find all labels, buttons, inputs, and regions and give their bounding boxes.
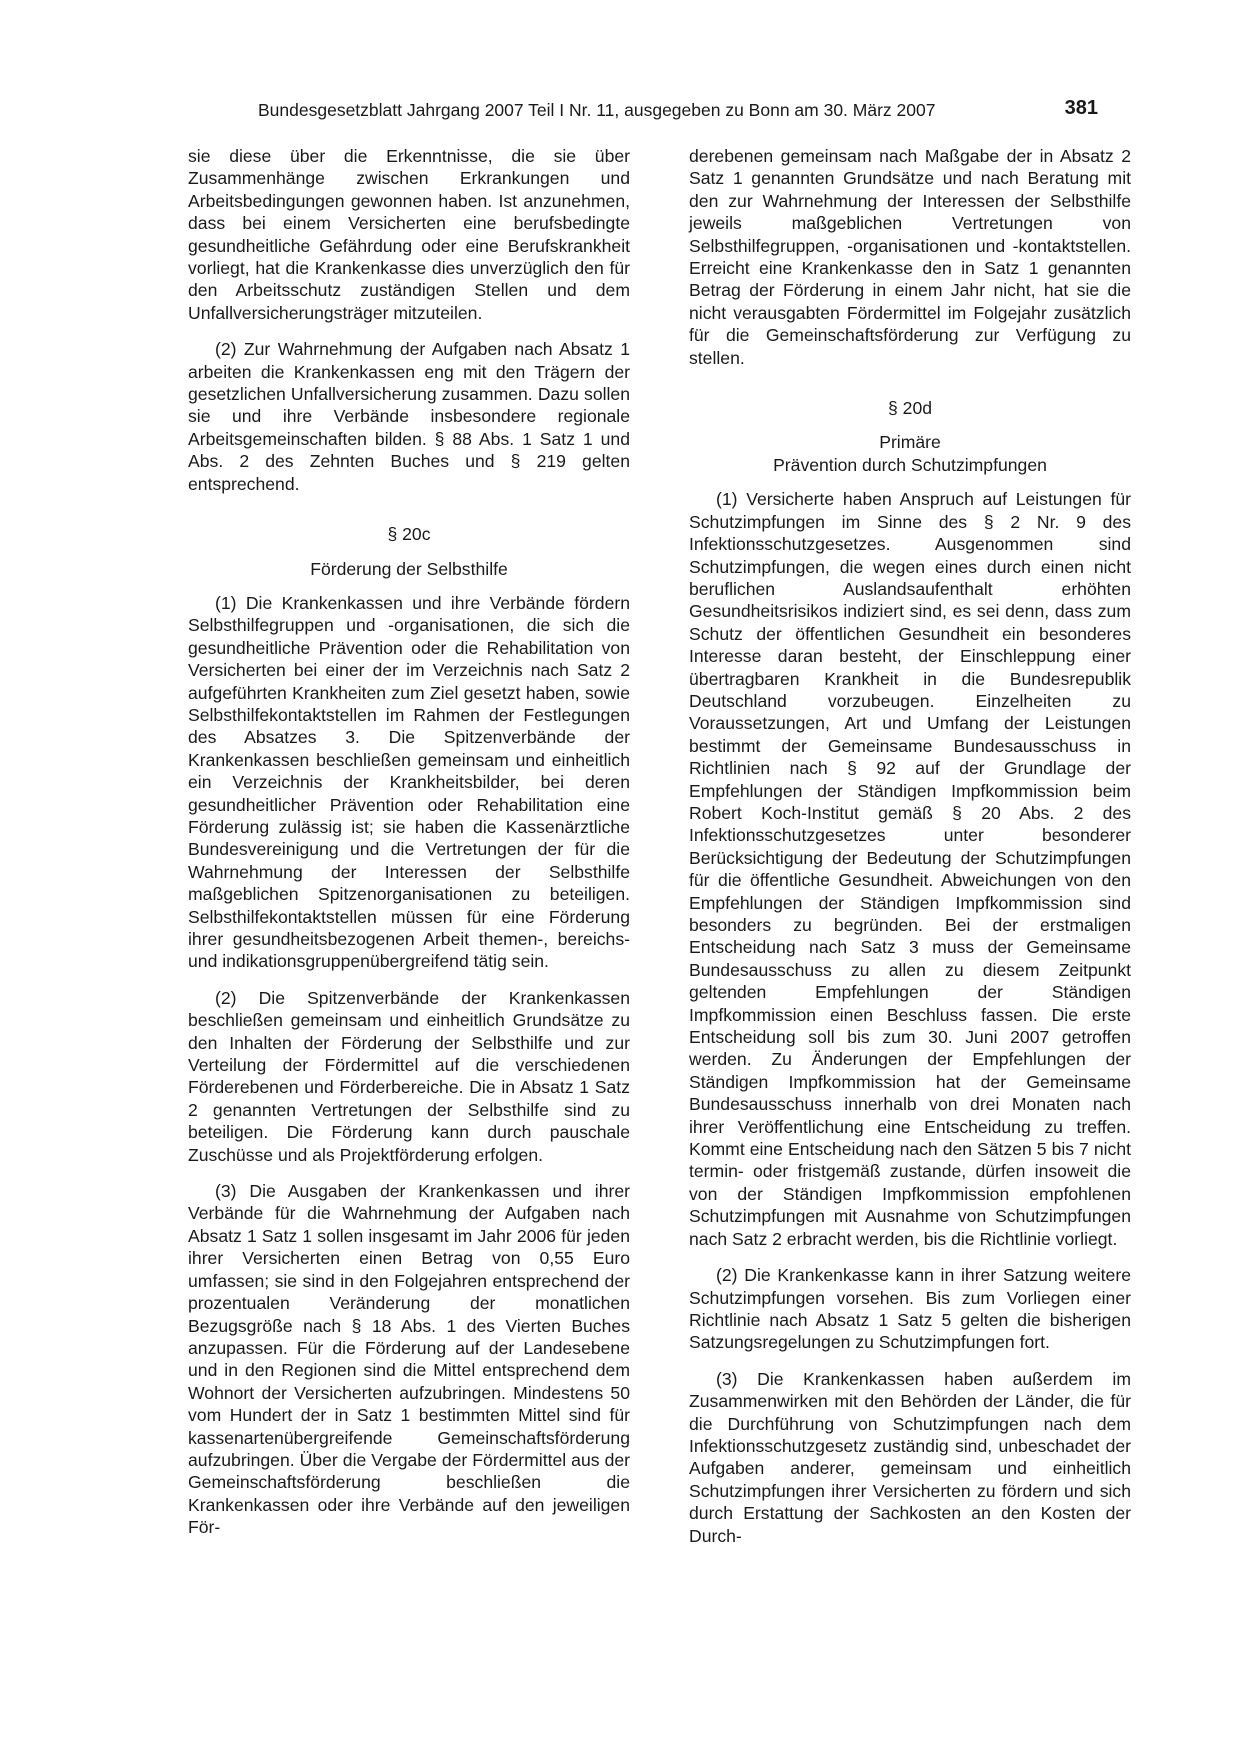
paragraph-continued: derebenen gemeinsam nach Maßgabe der in Absatz 2 Satz 1 genannten Grundsätze und nach Beratung mit den zur Wahrnehmung der Interessen der Selbsthilfe jeweils maßgeblichen Vertretungen von Selbsthilfegruppen, -organisationen und -kontaktstellen. Erreicht eine Krankenkasse den in Satz 1 genannten Betrag der Förderung in einem Jahr nicht, hat sie die nicht verausgabten Fördermittel im Folgejahr zusätzlich für die Gemeinschaftsförderung zur Verfügung zu stellen.	[689, 146, 1131, 368]
right-column	[689, 145, 1131, 1561]
section-number: § 20d	[887, 398, 933, 419]
paragraph-20d-1: (1) Versicherte haben Anspruch auf Leistungen für Schutzimpfungen im Sinne des § 2 Nr. 9 des Infektionsschutzgesetzes. Ausgenommen sind Schutzimpfungen, die wegen eines durch einen nicht beruflichen Auslandsaufenthalt erhöhten Gesundheitsrisikos indiziert sind, es sei denn, dass zum Schutz der öffentlichen Gesundheit ein besonderes Interesse daran besteht, der Einschleppung einer übertragbaren Krankheit in die Bundesrepublik Deutschland vorzubeugen. Einzelheiten zu Voraussetzungen, Art und Umfang der Leistungen bestimmt der Gemeinsame Bundesausschuss in Richtlinien nach § 92 auf der Grundlage der Empfehlungen der Ständigen Impfkommission beim Robert Koch-Institut gemäß § 20 Abs. 2 des Infektionsschutzgesetzes unter besonderer Berücksichtigung der Bedeutung der Schutzimpfungen für die öffentliche Gesundheit. Abweichungen von den Empfehlungen der Ständigen Impfkommission sind besonders zu begründen. Bei der erstmaligen Entscheidung nach Satz 3 muss der Gemeinsame Bundesausschuss zu allen zu diesem Zeitpunkt geltenden Empfehlungen der Ständigen Impfkommission einen Beschluss fassen. Die erste Entscheidung soll bis zum 30. Juni 2007 getroffen werden. Zu Änderungen der Empfehlungen der Ständigen Impfkommission hat der Gemeinsame Bundesausschuss innerhalb von drei Monaten nach ihrer Veröffentlichung eine Entscheidung zu treffen. Kommt eine Entscheidung nach den Sätzen 5 bis 7 nicht termin- oder fristgemäß zustande, dürfen insoweit die von der Ständigen Impfkommission empfohlenen Schutzimpfungen mit Ausnahme von Schutzimpfungen nach Satz 2 erbracht werden, bis die Richtlinie vorliegt.	[689, 489, 1131, 1249]
page-header	[258, 97, 1218, 124]
section-title-line2: Prävention durch Schutzimpfungen	[773, 454, 1047, 475]
paragraph-20c-1: (1) Die Krankenkassen und ihre Verbände fördern Selbsthilfegruppen und -organisationen, die sich die gesundheitliche Prävention oder die Rehabilitation von Versicherten bei einer der im Verzeichnis nach Satz 2 aufgeführten Krankheiten zum Ziel gesetzt haben, sowie Selbsthilfekontaktstellen im Rahmen der Festlegungen des Absatzes 3. Die Spitzenverbände der Krankenkassen beschließen gemeinsam und einheitlich ein Verzeichnis der Krankheitsbilder, bei deren gesundheitlicher Prävention oder Rehabilitation eine Förderung zulässig ist; sie haben die Kassenärztliche Bundesvereinigung und die Vertretungen der für die Wahrnehmung der Interessen der Selbsthilfe maßgeblichen Spitzenorganisationen zu beteiligen. Selbsthilfekontaktstellen müssen für eine Förderung ihrer gesundheitsbezogenen Arbeit themen-, bereichs- und indikationsgruppenübergreifend tätig sein.	[188, 592, 630, 972]
page-number: 381	[1064, 97, 1098, 119]
section-title-line1: Primäre	[879, 432, 941, 453]
paragraph-abs2: (2) Zur Wahrnehmung der Aufgaben nach Absatz 1 arbeiten die Krankenkassen eng mit den Trägern der gesetzlichen Unfallversicherung zusammen. Dazu sollen sie und ihre Verbände insbesondere regionale Arbeitsgemeinschaften bilden. § 88 Abs. 1 Satz 1 und Abs. 2 des Zehnten Buches und § 219 gelten entsprechend.	[188, 339, 630, 494]
paragraph-20d-3: (3) Die Krankenkassen haben außerdem im Zusammenwirken mit den Behörden der Länder, die für die Durchführung von Schutzimpfungen nach dem Infektionsschutzgesetz zuständig sind, unbeschadet der Aufgaben anderer, gemeinsam und einheitlich Schutzimpfungen ihrer Versicherten zu fördern und sich durch Erstattung der Sachkosten an den Kosten der Durch-	[689, 1368, 1131, 1546]
header-title: Bundesgesetzblatt Jahrgang 2007 Teil I Nr. 11, ausgegeben zu Bonn am 30. März 2007	[258, 100, 936, 120]
paragraph-20c-2: (2) Die Spitzenverbände der Krankenkassen beschließen gemeinsam und einheitlich Grundsätze zu den Inhalten der Förderung der Selbsthilfe und zur Verteilung der Fördermittel auf die verschiedenen Förderebenen und Förderbereiche. Die in Absatz 1 Satz 2 genannten Vertretungen der Selbsthilfe sind zu beteiligen. Die Förderung kann durch pauschale Zuschüsse und als Projektförderung erfolgen.	[188, 987, 630, 1165]
paragraph-20c-3: (3) Die Ausgaben der Krankenkassen und ihrer Verbände für die Wahrnehmung der Aufgaben nach Absatz 1 Satz 1 sollen insgesamt im Jahr 2006 für jeden ihrer Versicherten einen Betrag von 0,55 Euro umfassen; sie sind in den Folgejahren entsprechend der prozentualen Veränderung der monatlichen Bezugsgröße nach § 18 Abs. 1 des Vierten Buches anzupassen. Für die Förderung auf der Landesebene und in den Regionen sind die Mittel entsprechend dem Wohnort der Versicherten aufzubringen. Mindestens 50 vom Hundert der in Satz 1 bestimmten Mittel sind für kassenartenübergreifende Gemeinschaftsförderung aufzubringen. Über die Vergabe der Fördermittel aus der Gemeinschaftsförderung beschließen die Krankenkassen oder ihre Verbände auf den jeweiligen För-	[188, 1181, 630, 1538]
left-column	[188, 145, 630, 1553]
paragraph-continued: sie diese über die Erkenntnisse, die sie über Zusammenhänge zwischen Erkrankungen und Arbeitsbedingungen gewonnen haben. Ist anzunehmen, dass bei einem Versicherten eine berufsbedingte gesundheitliche Gefährdung oder eine Berufskrankheit vorliegt, hat die Krankenkasse dies unverzüglich den für den Arbeitsschutz zuständigen Stellen und dem Unfallversicherungsträger mitzuteilen.	[188, 146, 630, 323]
section-title: Förderung der Selbsthilfe	[310, 558, 508, 579]
paragraph-20d-2: (2) Die Krankenkasse kann in ihrer Satzung weitere Schutzimpfungen vorsehen. Bis zum Vorliegen einer Richtlinie nach Absatz 1 Satz 5 gelten die bisherigen Satzungsregelungen zu Schutzimpfungen fort.	[689, 1265, 1131, 1353]
section-number: § 20c	[387, 524, 431, 545]
